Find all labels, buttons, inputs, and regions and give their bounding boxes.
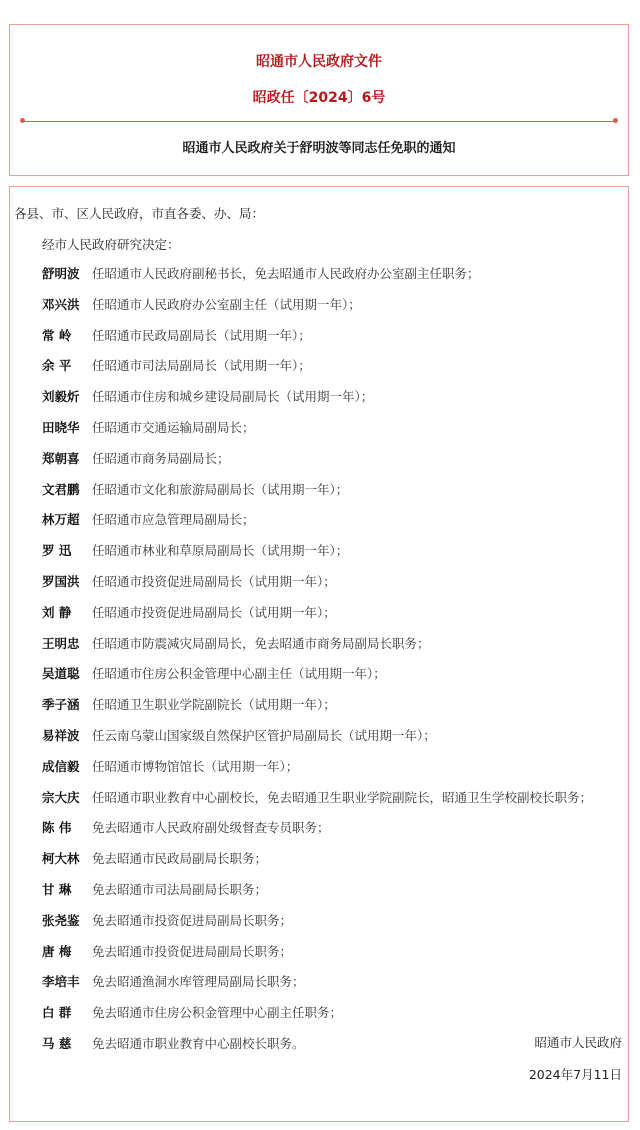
appointment-item <box>42 813 627 844</box>
person-duty: 任昭通市应急管理局副局长； <box>92 512 255 528</box>
document-title: 昭通市人民政府关于舒明波等同志任免职的通知 <box>182 141 456 156</box>
appointment-item <box>42 937 627 968</box>
person-name: 文君鹏 <box>42 481 80 497</box>
appointment-item <box>42 783 627 814</box>
person-name: 马 慈 <box>42 1035 72 1051</box>
person-name: 吴道聪 <box>42 666 80 682</box>
person-duty: 任昭通市人民政府办公室副主任（试用期一年）； <box>92 296 361 312</box>
person-name: 郑朝喜 <box>42 450 80 466</box>
person-duty: 任昭通市民政局副局长（试用期一年）； <box>92 327 311 343</box>
divider-dot-left <box>20 118 25 123</box>
appointment-item <box>42 906 627 937</box>
appointment-item <box>42 721 627 752</box>
person-name: 刘 静 <box>42 604 72 620</box>
person-name: 宗大庆 <box>42 789 80 805</box>
person-duty: 任昭通市林业和草原局副局长（试用期一年）； <box>92 543 349 559</box>
person-name: 白 群 <box>42 1005 72 1021</box>
decision-intro: 经市人民政府研究决定： <box>42 237 180 252</box>
person-name: 林万超 <box>42 512 80 528</box>
person-name: 柯大林 <box>42 851 80 867</box>
appointment-item <box>42 967 627 998</box>
appointment-item <box>42 844 627 875</box>
divider-dot-right <box>613 118 618 123</box>
appointment-item <box>42 875 627 906</box>
appointment-list <box>42 259 627 1060</box>
document-number: 昭政任〔2024〕6号 <box>252 90 386 106</box>
person-name: 唐 梅 <box>42 943 72 959</box>
person-duty: 免去昭通市职业教育中心副校长职务。 <box>92 1035 305 1051</box>
issuer-signature: 昭通市人民政府 <box>534 1035 622 1050</box>
appointment-item <box>42 598 627 629</box>
appointment-item <box>42 690 627 721</box>
person-name: 邓兴洪 <box>42 296 80 312</box>
person-name: 罗国洪 <box>42 573 80 589</box>
person-name: 舒明波 <box>42 266 80 281</box>
person-duty: 任昭通市商务局副局长； <box>92 450 230 466</box>
person-duty: 任昭通市防震减灾局副局长，免去昭通市商务局副局长职务； <box>92 635 430 651</box>
appointment-item <box>42 321 627 352</box>
person-duty: 任昭通市文化和旅游局副局长（试用期一年）； <box>92 481 349 497</box>
appointment-item <box>42 752 627 783</box>
person-duty: 任昭通市住房和城乡建设局副局长（试用期一年）； <box>92 389 374 405</box>
appointment-item <box>42 259 627 290</box>
person-duty: 任昭通卫生职业学院副院长（试用期一年）； <box>92 697 336 713</box>
appointment-item <box>42 290 627 321</box>
person-name: 甘 琳 <box>42 881 72 897</box>
salutation: 各县、市、区人民政府，市直各委、办、局： <box>14 206 265 221</box>
person-name: 成信毅 <box>42 758 80 774</box>
appointment-item <box>42 998 627 1029</box>
document-body <box>9 186 629 1122</box>
person-name: 余 平 <box>42 358 72 374</box>
person-duty: 免去昭通市民政局副局长职务； <box>92 851 268 867</box>
issuer-name: 昭通市人民政府文件 <box>256 54 382 70</box>
person-duty: 任昭通市司法局副局长（试用期一年）； <box>92 358 311 374</box>
red-divider <box>22 121 616 122</box>
appointment-item <box>42 413 627 444</box>
person-duty: 免去昭通市投资促进局副局长职务； <box>92 943 293 959</box>
person-name: 张尧鉴 <box>42 912 80 928</box>
person-name: 田晓华 <box>42 419 80 435</box>
person-duty: 免去昭通市司法局副局长职务； <box>92 881 268 897</box>
appointment-item <box>42 536 627 567</box>
person-name: 易祥波 <box>42 727 80 743</box>
person-duty: 任昭通市投资促进局副局长（试用期一年）； <box>92 573 336 589</box>
appointment-item <box>42 382 627 413</box>
appointment-item <box>42 629 627 660</box>
appointment-item <box>42 659 627 690</box>
person-duty: 免去昭通市人民政府副处级督查专员职务； <box>92 820 330 836</box>
person-duty: 任昭通市住房公积金管理中心副主任（试用期一年）； <box>92 666 386 682</box>
person-name: 王明忠 <box>42 635 80 651</box>
appointment-item <box>42 475 627 506</box>
issue-date: 2024年7月11日 <box>528 1067 622 1082</box>
person-name: 季子涵 <box>42 697 80 713</box>
person-duty: 任云南乌蒙山国家级自然保护区管护局副局长（试用期一年）； <box>92 727 436 743</box>
person-duty: 免去昭通市住房公积金管理中心副主任职务； <box>92 1005 343 1021</box>
person-duty: 任昭通市交通运输局副局长； <box>92 419 255 435</box>
appointment-item <box>42 351 627 382</box>
person-duty: 任昭通市博物馆馆长（试用期一年）； <box>92 758 299 774</box>
person-name: 陈 伟 <box>42 820 72 836</box>
appointment-item <box>42 567 627 598</box>
person-duty: 任昭通市职业教育中心副校长，免去昭通卫生职业学院副院长，昭通卫生学校副校长职务； <box>92 789 593 805</box>
person-name: 李培丰 <box>42 974 80 990</box>
person-name: 罗 迅 <box>42 543 72 559</box>
person-duty: 任昭通市人民政府副秘书长，免去昭通市人民政府办公室副主任职务； <box>92 266 480 281</box>
person-duty: 免去昭通市投资促进局副局长职务； <box>92 912 293 928</box>
appointment-item <box>42 444 627 475</box>
person-name: 刘毅炘 <box>42 389 80 405</box>
appointment-item <box>42 505 627 536</box>
person-duty: 任昭通市投资促进局副局长（试用期一年）； <box>92 604 336 620</box>
person-duty: 免去昭通渔洞水库管理局副局长职务； <box>92 974 305 990</box>
person-name: 常 岭 <box>42 327 72 343</box>
document-header <box>9 24 629 176</box>
